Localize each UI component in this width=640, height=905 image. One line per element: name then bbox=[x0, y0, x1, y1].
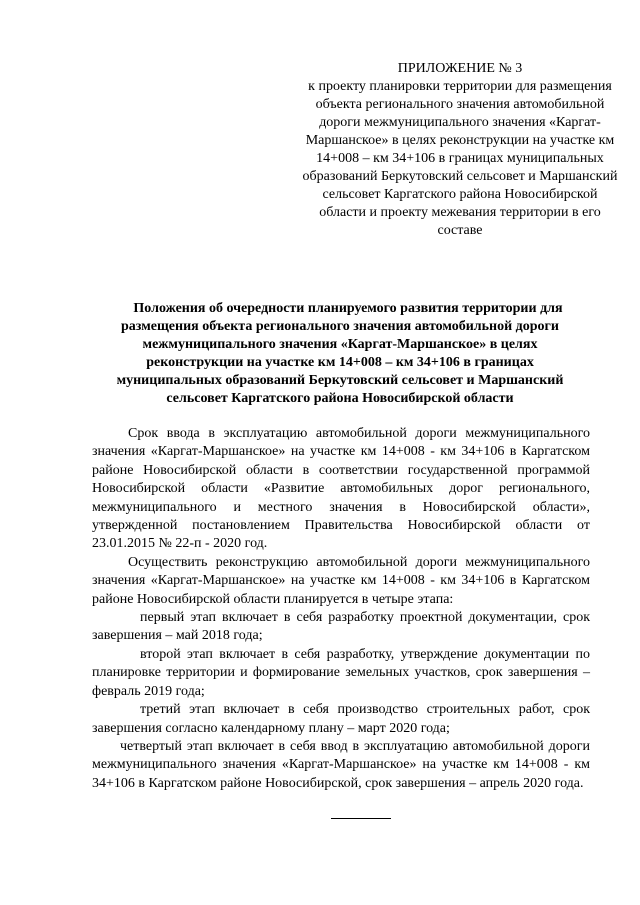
appendix-title: ПРИЛОЖЕНИЕ № 3 bbox=[397, 61, 523, 76]
paragraph-reconstruction-stages: Осуществить реконструкцию автомобильной дороги межмуниципального значения «Каргат-Маршанское» на участке км 14+008 - км 34+106 в Каргатском районе Новосибирской области планируется в четыре этапа: bbox=[92, 554, 590, 607]
document-body bbox=[92, 425, 590, 793]
paragraph-stage-3: третий этап включает в себя производство строительных работ, срок завершения согласно календарному плану – март 2020 года; bbox=[92, 702, 590, 736]
appendix-block bbox=[300, 60, 620, 240]
paragraph-stage-1: первый этап включает в себя разработку проектной документации, срок завершения – май 2018 года; bbox=[92, 610, 590, 644]
paragraph-commissioning-date: Срок ввода в эксплуатацию автомобильной дороги межмуниципального значения «Каргат-Маршанское» на участке км 14+008 - км 34+106 в Каргатском районе Новосибирской области в соответствии государственной программой Новосибирской области «Развитие автомобильных дорог регионального, межмуниципального и местного значения в Новосибирской области», утвержденной постановлением Правительства Новосибирской области от 23.01.2015 № 22-п - 2020 год. bbox=[92, 426, 590, 552]
paragraph-stage-2: второй этап включает в себя разработку, утверждение документации по планировке территории и формирование земельных участков, срок завершения – февраль 2019 года; bbox=[92, 646, 590, 699]
appendix-text: к проекту планировки территории для размещения объекта регионального значения автомобильной дороги межмуниципального значения «Каргат-Маршанское» в целях реконструкции на участке км 14+008 – км 34+106 в границах муниципальных образований Беркутовский сельсовет и Маршанский сельсовет Каргатского района Новосибирской области и проекту межевания территории в его составе bbox=[302, 79, 618, 238]
document-heading: Положения об очередности планируемого развития территории для размещения объекта регионального значения автомобильной дороги межмуниципального значения «Каргат-Маршанское» в целях реконструкции на участке км 14+008 – км 34+106 в границах муниципальных образований Беркутовский сельсовет и Маршанский сельсовет Каргатского района Новосибирской области bbox=[116, 301, 564, 406]
paragraph-stage-4: четвертый этап включает в себя ввод в эксплуатацию автомобильной дороги межмуниципального значения «Каргат-Маршанское» на участке км 14+008 - км 34+106 в Каргатском районе Новосибирской, срок завершения – апрель 2020 года. bbox=[92, 738, 590, 791]
closing-divider-line bbox=[331, 818, 391, 819]
